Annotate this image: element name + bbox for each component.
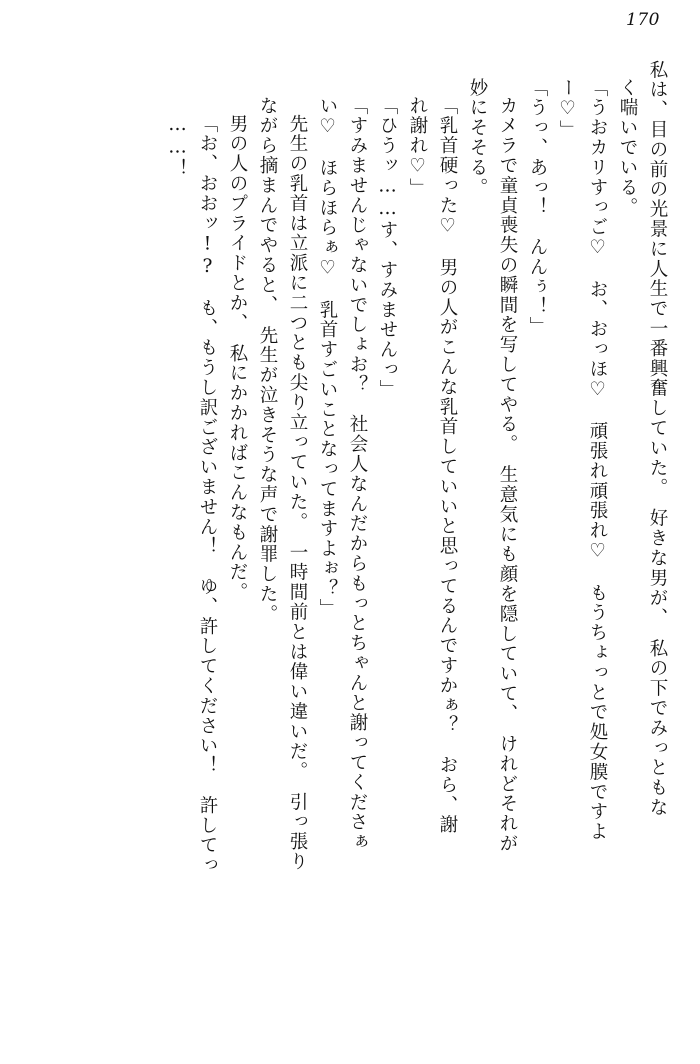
text-column: ー♡」 — [557, 78, 578, 141]
text-column: れ謝れ♡」 — [407, 96, 428, 198]
text-column: い♡ ほらほらぁ♡ 乳首すごいことなってますよぉ？」 — [317, 96, 338, 619]
text-column: 「乳首硬った♡ 男の人がこんな乳首していいと思ってるんですかぁ？ おら、謝 — [437, 96, 458, 835]
text-column: く喘いでいる。 — [617, 78, 638, 218]
vertical-text-body — [34, 60, 666, 1010]
text-column: 妙にそそる。 — [467, 78, 488, 198]
text-column: 私は、目の前の光景に人生で一番興奮していた。 好きな男が、 私の下でみっともな — [647, 60, 668, 818]
text-column: 先生の乳首は立派に二つとも尖り立っていた。 一時間前とは偉い違いだ。 引っ張り — [287, 114, 308, 872]
text-column: ながら摘まんでやると、 先生が泣きそうな声で謝罪した。 — [257, 96, 278, 625]
text-column: 「うっ、あっ！ んんぅ！」 — [527, 78, 548, 337]
text-column: 「お、おおッ!? も、もうし訳ございません！ ゆ、許してください！ 許してっ — [197, 114, 218, 876]
text-column: 男の人のプライドとか、 私にかかればこんなもんだ。 — [227, 114, 248, 603]
text-column: 「うおカリすっご♡ お、おっほ♡ 頑張れ頑張れ♡ もうちょっとで処女膜ですよ — [587, 78, 608, 842]
text-column: カメラで童貞喪失の瞬間を写してやる。 生意気にも顔を隠していて、 けれどそれが — [497, 96, 518, 854]
text-column: 「すみませんじゃないでしょお？ 社会人なんだからもっとちゃんと謝ってくださぁ — [347, 96, 368, 853]
page-number: 170 — [626, 10, 660, 30]
text-column: ……！ — [167, 114, 188, 179]
text-column: 「ひうッ……す、すみませんっ」 — [377, 96, 398, 400]
